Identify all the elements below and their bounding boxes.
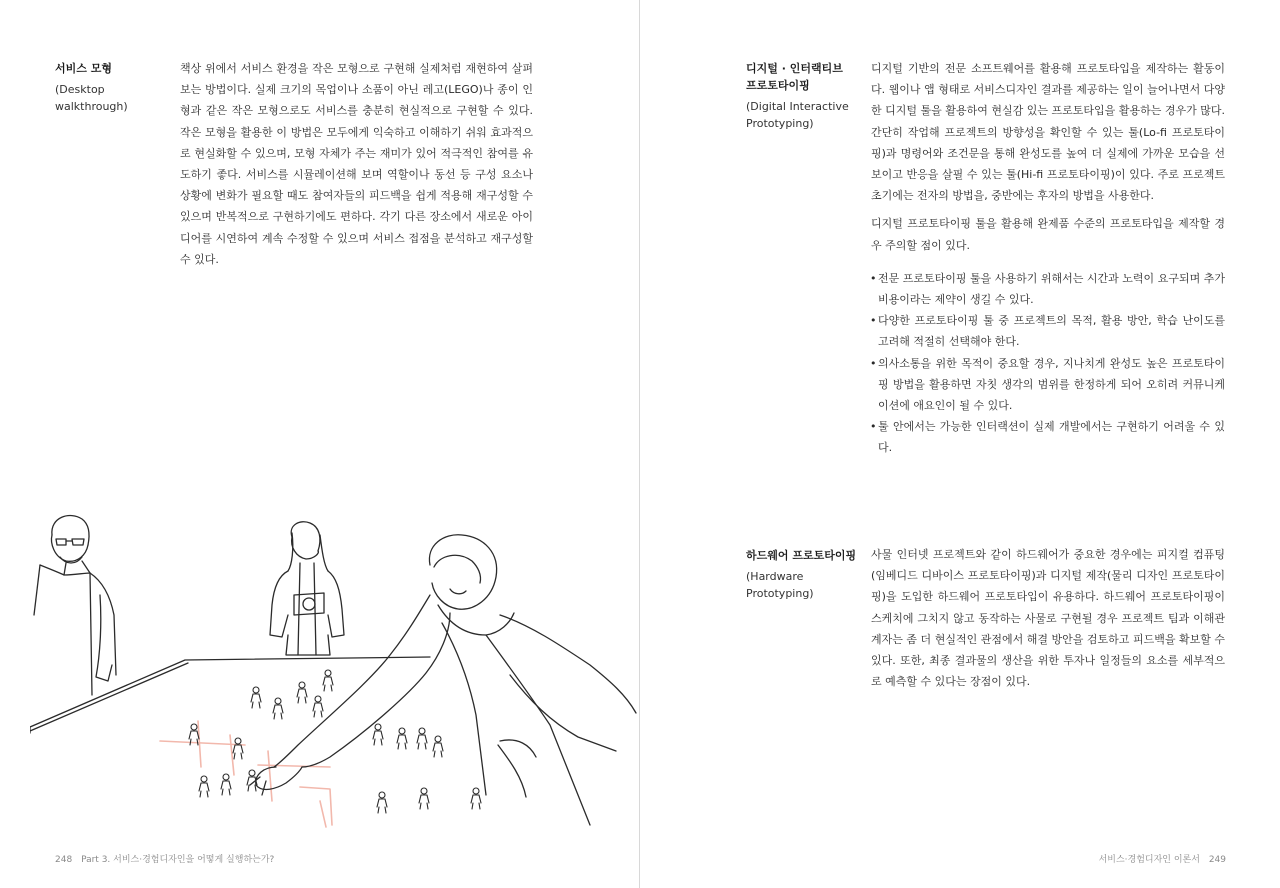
hardware-paragraph: 사물 인터넷 프로젝트와 같이 하드웨어가 중요한 경우에는 피지컬 컴퓨팅(임베디드 디바이스 프로토타이핑)과 디지털 제작(물리 디자인 프로토타이핑)을 도입한 하드웨어 프로토타입이 유용하다. 하드웨어 프로토타이핑이 스케치에 그치지 않고 동작하는 사물로 구현될 경우 프로젝트 팀과 이해관계자는 좀 더 현실적인 관점에서 해결 방안을 검토하고 피드백을 확보할 수 있다. 또한, 최종 결과물의 생산을 위한 투자나 일정들의 요소를 세부적으로 예측할 수 있다는 장점이 있다. bbox=[871, 548, 1225, 689]
table-outline bbox=[30, 657, 430, 727]
chapter-label: Part 3. 서비스·경험디자인을 어떻게 실행하는가? bbox=[81, 855, 275, 865]
term-desktop-walkthrough bbox=[55, 60, 165, 115]
book-title: 서비스·경험디자인 이론서 bbox=[1098, 855, 1200, 865]
desktop-walkthrough-illustration bbox=[30, 505, 640, 835]
digital-prototyping-body bbox=[871, 58, 1225, 459]
footer-left bbox=[55, 852, 274, 865]
list-item: • 전문 프로토타이핑 툴을 사용하기 위해서는 시간과 노력이 요구되며 추가 비용이라는 제약이 생길 수 있다. bbox=[871, 268, 1225, 310]
list-item: • 툴 안에서는 가능한 인터랙션이 실제 개발에서는 구현하기 어려울 수 있다. bbox=[871, 416, 1225, 458]
term-title: 하드웨어 프로토타이핑 bbox=[746, 549, 857, 562]
digital-paragraph-2: 디지털 프로토타이핑 툴을 활용해 완제품 수준의 프로토타입을 제작할 경우 주의할 점이 있다. bbox=[871, 217, 1225, 252]
footer-right bbox=[1099, 852, 1226, 865]
person-woman-camera bbox=[270, 522, 344, 655]
person-man-glasses bbox=[34, 516, 116, 695]
page-number-left: 248 bbox=[55, 855, 73, 865]
list-item: • 의사소통을 위한 목적이 중요할 경우, 지나치게 완성도 높은 프로토타이핑 방법을 활용하면 자칫 생각의 범위를 한정하게 되어 오히려 커뮤니케이션에 애요인이 될 수 있다. bbox=[871, 353, 1225, 417]
desktop-walkthrough-body bbox=[180, 58, 533, 270]
hardware-prototyping-body bbox=[871, 544, 1225, 692]
body-paragraph: 책상 위에서 서비스 환경을 작은 모형으로 구현해 실제처럼 재현하여 살펴보는 방법이다. 실제 크기의 목업이나 소품이 아닌 레고(LEGO)나 종이 인형과 같은 작은 모형으로도 서비스를 충분히 현실적으로 구현할 수 있다. 작은 모형을 활용한 이 방법은 모두에게 익숙하고 이해하기 쉬워 효과적으로 현실화할 수 있으며, 모형 자체가 주는 재미가 있어 적극적인 참여를 유도하기 좋다. 서비스를 시뮬레이션해 보며 역할이나 동선 등 구성 요소나 상황에 변화가 필요할 때도 참여자들의 피드백을 쉽게 적용해 재구성할 수 있으며 반복적으로 구현하기에도 편하다. 각기 다른 장소에서 새로운 아이디어를 시연하여 계속 수정할 수 있으며 서비스 접점을 분석하고 재구성할 수 있다. bbox=[180, 62, 533, 266]
small-figures bbox=[189, 670, 481, 813]
person-woman-reaching bbox=[250, 535, 636, 825]
term-subtitle: (Desktop walkthrough) bbox=[55, 83, 128, 113]
caution-list bbox=[871, 268, 1225, 459]
term-title: 서비스 모형 bbox=[55, 62, 112, 75]
term-title-line2: 프로토타이핑 bbox=[746, 79, 810, 92]
page-number-right: 249 bbox=[1208, 855, 1226, 865]
term-title-line1: 디지털 · 인터랙티브 bbox=[746, 62, 843, 75]
term-hardware bbox=[746, 547, 866, 602]
list-item: • 다양한 프로토타이핑 툴 중 프로젝트의 목적, 활용 방안, 학습 난이도를 고려해 적절히 선택해야 한다. bbox=[871, 310, 1225, 352]
term-subtitle: (Digital Interactive Prototyping) bbox=[746, 100, 849, 130]
digital-paragraph-1: 디지털 기반의 전문 소프트웨어를 활용해 프로토타입을 제작하는 활동이다. 웹이나 앱 형태로 서비스디자인 결과를 제공하는 일이 늘어나면서 다양한 디지털 툴을 활용하여 현실감 있는 프로토타입을 활용하는 경우가 많다. 간단히 작업해 프로젝트의 방향성을 확인할 수 있는 툴(Lo-fi 프로토타이핑)과 명령어와 조건문을 통해 완성도를 높여 더 실제에 가까운 모습을 선보이고 반응을 살필 수 있는 툴(Hi-fi 프로토타이핑)이 있다. 주로 프로젝트 초기에는 전자의 방법을, 중반에는 후자의 방법을 사용한다. bbox=[871, 62, 1225, 203]
term-subtitle: (Hardware Prototyping) bbox=[746, 570, 814, 600]
term-digital-interactive bbox=[746, 60, 866, 132]
